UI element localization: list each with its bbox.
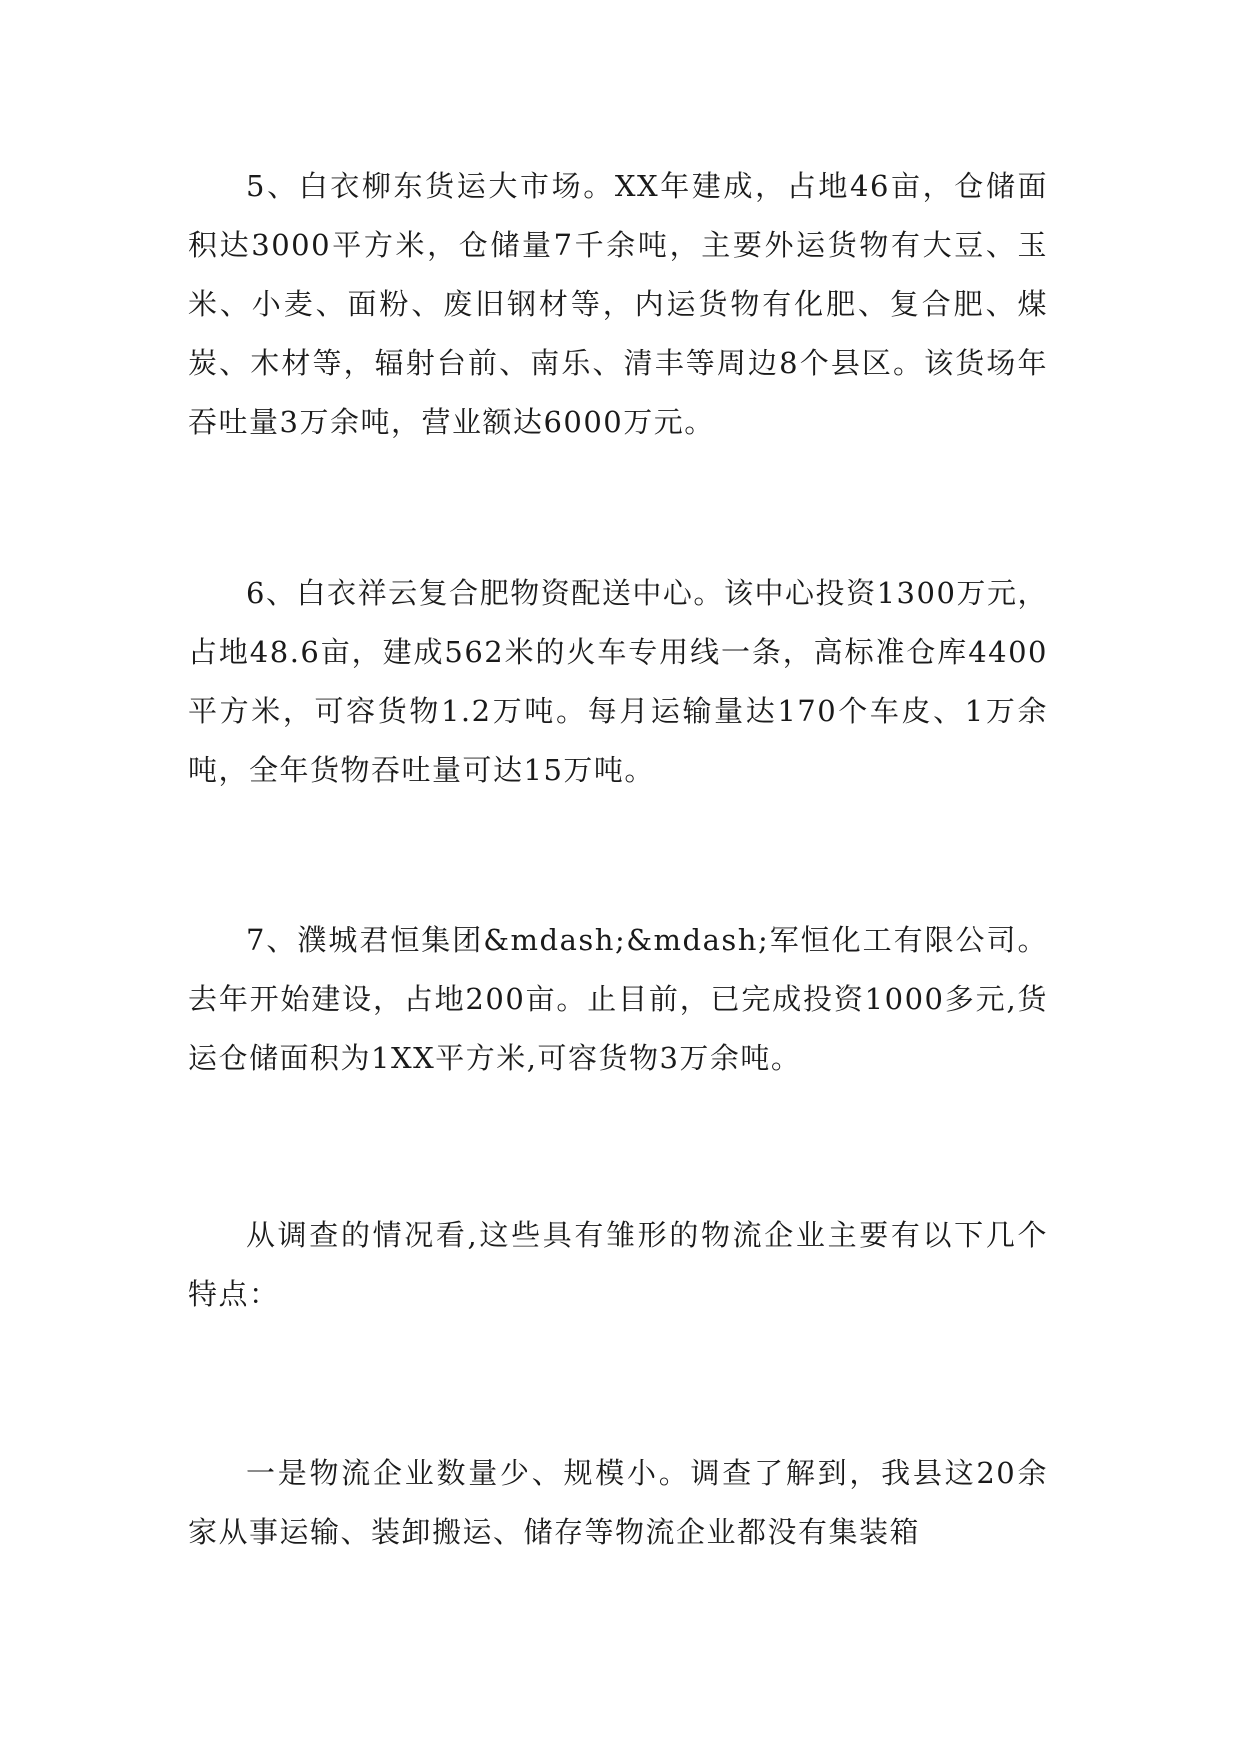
- paragraph-baiyi-xiangyun-distribution-center: 6、白衣祥云复合肥物资配送中心。该中心投资1300万元，占地48.6亩，建成562米的火车专用线一条，高标准仓库4400平方米，可容货物1.2万吨。每月运输量达170个车皮、1万余吨，全年货物吞吐量可达15万吨。: [188, 576, 1048, 787]
- paragraph-puchen-junheng-group: 7、濮城君恒集团&mdash;&mdash;军恒化工有限公司。去年开始建设，占地200亩。止目前，已完成投资1000多元,货运仓储面积为1XX平方米,可容货物3万余吨。: [188, 923, 1048, 1075]
- paragraph-baiyi-liudong-freight-market: 5、白衣柳东货运大市场。XX年建成，占地46亩，仓储面积达3000平方米，仓储量7千余吨，主要外运货物有大豆、玉米、小麦、面粉、废旧钢材等，内运货物有化肥、复合肥、煤炭、木材等，辐射台前、南乐、清丰等周边8个县区。该货场年吞吐量3万余吨，营业额达6000万元。: [188, 169, 1048, 439]
- paragraph-survey-findings-intro: 从调查的情况看,这些具有雏形的物流企业主要有以下几个特点：: [188, 1218, 1048, 1311]
- paragraph-feature-one: 一是物流企业数量少、规模小。调查了解到，我县这20余家从事运输、装卸搬运、储存等物流企业都没有集装箱: [188, 1456, 1048, 1549]
